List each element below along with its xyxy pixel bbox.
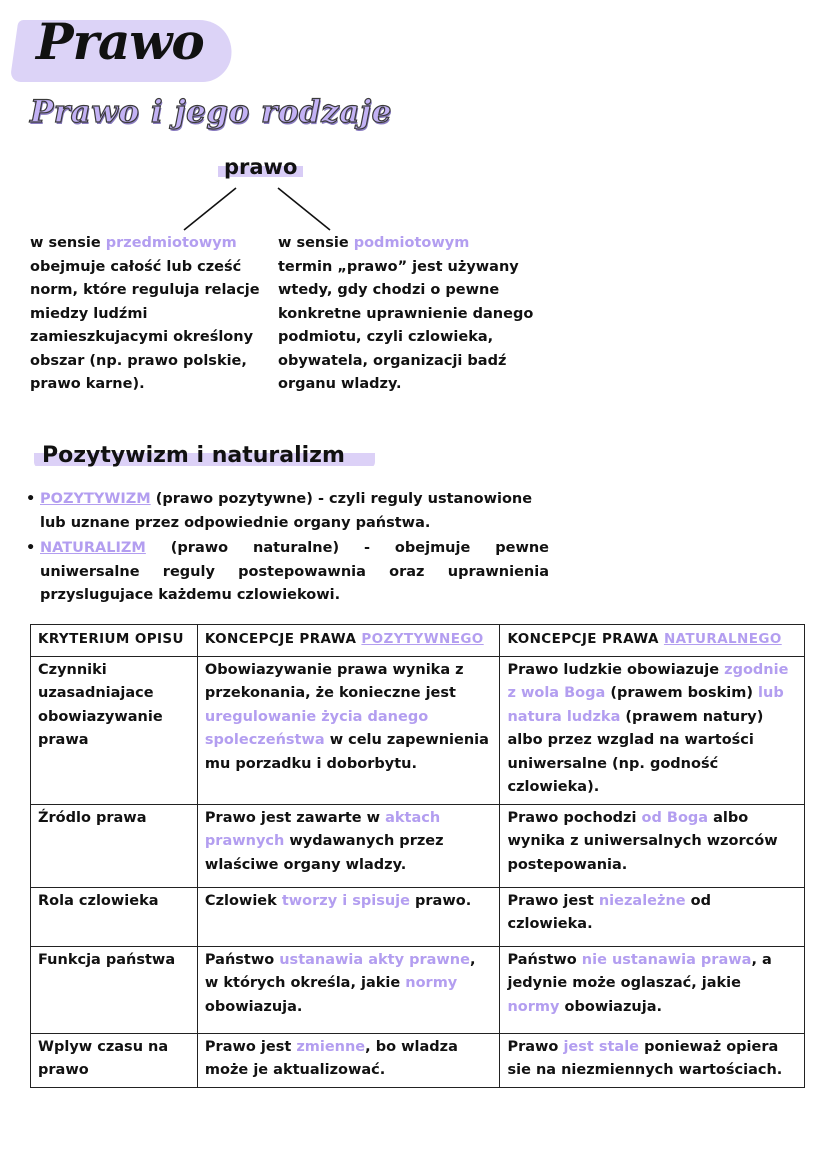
right-body: termin „prawo” jest używany wtedy, gdy chodzi o pewne konkretne uprawnienie danego podmiotu, czyli czlowieka, obywatela, organizacji badź organu wladzy. — [278, 258, 534, 392]
cell-natural — [500, 656, 805, 804]
title-text: Prawo — [36, 12, 204, 71]
header-criterion: KRYTERIUM OPISU — [31, 625, 198, 657]
table-row — [31, 656, 805, 804]
header-natural — [500, 625, 805, 657]
highlight: normy — [507, 998, 560, 1015]
table-row — [31, 1033, 805, 1087]
diagram-left-definition — [30, 232, 270, 397]
table-header-row — [31, 625, 805, 657]
cell-natural — [500, 804, 805, 887]
highlight: od Boga — [641, 809, 709, 826]
highlight: niezależne — [598, 892, 686, 909]
header-prefix: KONCEPCJE PRAWA — [507, 631, 664, 647]
bullet-dot-icon: • — [26, 491, 36, 507]
text: , w których określa, jakie — [204, 951, 476, 991]
text: obowiazuja. — [204, 998, 303, 1015]
left-term: przedmiotowym — [105, 235, 237, 251]
cell-criterion: Wplyw czasu na prawo — [31, 1033, 198, 1087]
diagram-right-definition — [278, 232, 548, 397]
highlight: normy — [405, 975, 458, 991]
right-term: podmiotowym — [353, 235, 470, 251]
text: (prawem natury) albo przez wzglad na wartości uniwersalne (np. godność czlowieka). — [507, 708, 764, 795]
bullet-term: NATURALIZM — [40, 540, 146, 556]
cell-criterion: Czynniki uzasadniajace obowiazywanie prawa — [31, 656, 198, 804]
text: (prawem boskim) — [605, 685, 759, 701]
text: Czlowiek — [204, 892, 282, 909]
cell-criterion: Źródlo prawa — [31, 804, 198, 887]
text: albo wynika z uniwersalnych wzorców postepowania. — [507, 809, 778, 873]
table-row — [31, 804, 805, 887]
text: Prawo ludzkie obowiazuje — [507, 661, 725, 678]
comparison-table — [30, 624, 805, 1088]
text: Obowiazywanie prawa wynika z przekonania, że konieczne jest — [204, 661, 464, 701]
text: Prawo jest zawarte w — [204, 809, 386, 826]
text: Prawo — [507, 1038, 564, 1055]
bullet-term: POZYTYWIZM — [40, 491, 151, 507]
cell-criterion: Rola czlowieka — [31, 887, 198, 946]
header-term: NATURALNEGO — [663, 631, 782, 647]
page-title — [14, 14, 234, 82]
text: prawo. — [409, 892, 472, 909]
text: ponieważ opiera sie na niezmiennych wartościach. — [507, 1038, 783, 1078]
text: obowiazuja. — [559, 998, 662, 1015]
header-positive — [197, 625, 500, 657]
highlight: aktach prawnych — [204, 809, 441, 849]
diagram-root: prawo — [218, 155, 303, 179]
header-term: POZYTYWNEGO — [361, 631, 484, 647]
cell-positive — [197, 1033, 500, 1087]
right-prefix: w sensie — [278, 235, 354, 251]
table-row — [31, 946, 805, 1033]
text: Państwo — [204, 951, 280, 968]
text: , bo wladza może je aktualizować. — [204, 1038, 458, 1078]
text: wydawanych przez wlaściwe organy wladzy. — [204, 833, 444, 873]
bullet-dot-icon: • — [26, 540, 36, 556]
bullet-text: (prawo naturalne) - obejmuje pewne uniwersalne reguly postepowawnia oraz uprawnienia przyslugujace każdemu czlowiekowi. — [40, 540, 549, 603]
text: Prawo pochodzi — [507, 809, 642, 826]
bullet-text: (prawo pozytywne) - czyli reguly ustanowione lub uznane przez odpowiednie organy państwa. — [40, 491, 533, 531]
bullet-item-pozytywizm — [24, 488, 549, 535]
cell-positive — [197, 804, 500, 887]
header-prefix: KONCEPCJE PRAWA — [204, 631, 362, 647]
table-row — [31, 887, 805, 946]
text: Prawo jest — [507, 892, 599, 909]
text: Państwo — [507, 951, 582, 968]
highlight: uregulowanie życia danego spoleczeństwa — [204, 708, 429, 748]
text: od czlowieka. — [507, 892, 712, 932]
highlight: zgodnie z wola Boga — [507, 661, 789, 701]
cell-positive — [197, 887, 500, 946]
cell-natural — [500, 1033, 805, 1087]
cell-natural — [500, 946, 805, 1033]
diagram-branch-lines — [180, 186, 340, 232]
highlight: jest stale — [563, 1038, 640, 1055]
cell-natural — [500, 887, 805, 946]
section-heading: Pozytywizm i naturalizm — [34, 443, 375, 468]
highlight: zmienne — [296, 1038, 366, 1055]
text: , a jedynie może oglaszać, jakie — [507, 951, 772, 991]
text: w celu zapewnienia mu porzadku i doborbytu. — [204, 732, 489, 772]
highlight: nie ustanawia prawa — [581, 951, 752, 968]
highlight: tworzy i spisuje — [281, 892, 410, 909]
text: Prawo jest — [204, 1038, 297, 1055]
cell-positive — [197, 656, 500, 804]
cell-criterion: Funkcja państwa — [31, 946, 198, 1033]
highlight: lub natura ludzka — [507, 685, 784, 725]
highlight: ustanawia akty prawne — [279, 951, 470, 968]
bullet-list — [24, 488, 549, 608]
bullet-item-naturalizm — [24, 537, 549, 608]
cell-positive — [197, 946, 500, 1033]
left-body: obejmuje całość lub cześć norm, które reguluja relacje miedzy ludźmi zamieszkujacymi określony obszar (np. prawo polskie, prawo karne). — [30, 258, 260, 392]
section-subtitle: Prawo i jego rodzaje — [30, 94, 392, 130]
left-prefix: w sensie — [30, 235, 106, 251]
